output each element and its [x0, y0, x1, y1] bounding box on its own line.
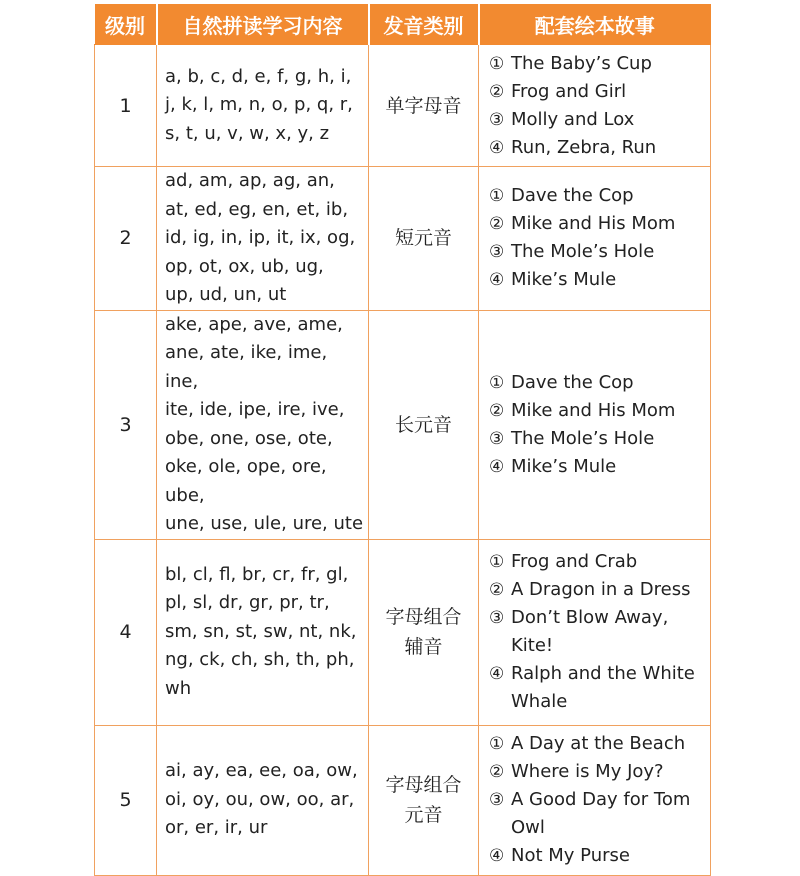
book-number: ④ [489, 664, 505, 684]
book-item [489, 210, 706, 238]
sounds-cell [157, 167, 369, 311]
sound-line: une, use, ule, ure, ute [165, 513, 364, 534]
book-title: Where is My Joy? [511, 761, 664, 782]
sound-line: s, t, u, v, w, x, y, z [165, 122, 330, 144]
sound-line: at, ed, eg, en, et, ib, [165, 198, 349, 220]
books-cell [479, 539, 711, 725]
table-row [95, 310, 711, 539]
book-title: Mike’s Mule [511, 455, 617, 477]
book-number: ③ [489, 242, 505, 263]
sound-line: bl, cl, fl, br, cr, fr, gl, [165, 563, 349, 585]
category-line: 字母组合 [385, 774, 462, 796]
sounds-cell [157, 539, 369, 725]
book-number: ② [489, 400, 505, 421]
sound-line: op, ot, ox, ub, ug, [165, 255, 324, 277]
header-sound-category: 发音类别 [369, 4, 479, 45]
book-title: The Mole’s Hole [511, 427, 655, 449]
category-cell [369, 725, 479, 875]
header-row [95, 4, 711, 45]
book-item [489, 425, 706, 453]
book-item [489, 369, 706, 397]
book-title: The Baby’s Cup [511, 52, 652, 74]
sound-line: j, k, l, m, n, o, p, q, r, [165, 94, 353, 116]
book-item [489, 842, 706, 870]
level-cell: 1 [95, 45, 157, 167]
category-cell [369, 539, 479, 725]
category-cell [369, 45, 479, 167]
book-item [489, 758, 706, 786]
category-line: 辅音 [404, 636, 443, 658]
book-title: Frog and Girl [511, 80, 627, 102]
category-cell [369, 167, 479, 311]
book-number: ③ [489, 790, 505, 810]
category-line: 长元音 [394, 413, 452, 436]
book-item [489, 238, 706, 266]
book-item [489, 106, 706, 134]
book-number: ① [489, 734, 505, 754]
sound-line: ng, ck, ch, sh, th, ph, [165, 649, 355, 671]
category-line: 元音 [404, 804, 443, 826]
sound-line: ane, ate, ike, ime, ine, [165, 342, 328, 392]
sound-line: oi, oy, ou, ow, oo, ar, [165, 788, 355, 810]
book-title: A Dragon in a Dress [511, 579, 691, 600]
book-number: ③ [489, 428, 505, 449]
book-number: ④ [489, 456, 505, 477]
sound-line: wh [165, 677, 192, 699]
book-number: ① [489, 53, 505, 74]
book-title: Dave the Cop [511, 185, 634, 207]
book-item [489, 786, 706, 842]
sound-line: a, b, c, d, e, f, g, h, i, [165, 65, 352, 87]
book-item [489, 548, 706, 576]
book-title: A Day at the Beach [511, 733, 686, 754]
book-title: Run, Zebra, Run [511, 136, 657, 158]
phonics-table-container [94, 4, 710, 876]
book-title: Ralph and the White Whale [511, 663, 695, 712]
category-line: 字母组合 [385, 606, 462, 628]
level-cell: 4 [95, 539, 157, 725]
book-item [489, 453, 706, 481]
book-item [489, 576, 706, 604]
table-row [95, 539, 711, 725]
header-level: 级别 [95, 4, 157, 45]
book-number: ④ [489, 270, 505, 291]
table-row [95, 725, 711, 875]
book-title: The Mole’s Hole [511, 241, 655, 263]
book-title: Mike’s Mule [511, 269, 617, 291]
book-number: ④ [489, 137, 505, 158]
category-cell [369, 310, 479, 539]
book-number: ② [489, 214, 505, 235]
book-item [489, 660, 706, 716]
book-item [489, 266, 706, 294]
book-title: A Good Day for Tom Owl [511, 789, 691, 838]
book-title: Mike and His Mom [511, 213, 676, 235]
book-item [489, 78, 706, 106]
book-number: ① [489, 186, 505, 207]
sound-line: ite, ide, ipe, ire, ive, [165, 399, 345, 420]
book-item [489, 50, 706, 78]
header-phonics-content: 自然拼读学习内容 [157, 4, 369, 45]
sound-line: ai, ay, ea, ee, oa, ow, [165, 760, 358, 782]
book-item [489, 134, 706, 162]
book-title: Frog and Crab [511, 551, 638, 572]
sound-line: id, ig, in, ip, it, ix, og, [165, 227, 356, 248]
book-number: ③ [489, 608, 505, 628]
sound-line: obe, one, ose, ote, [165, 427, 333, 449]
book-number: ② [489, 81, 505, 102]
book-number: ② [489, 762, 505, 782]
sound-line: ake, ape, ave, ame, [165, 313, 343, 335]
books-cell [479, 310, 711, 539]
sound-line: oke, ole, ope, ore, ube, [165, 456, 327, 506]
book-number: ③ [489, 109, 505, 130]
sounds-cell [157, 45, 369, 167]
sound-line: sm, sn, st, sw, nt, nk, [165, 620, 357, 642]
books-cell [479, 45, 711, 167]
book-number: ① [489, 552, 505, 572]
sound-line: pl, sl, dr, gr, pr, tr, [165, 592, 330, 614]
header-picture-books: 配套绘本故事 [479, 4, 711, 45]
sounds-cell [157, 725, 369, 875]
table-row [95, 45, 711, 167]
category-line: 单字母音 [385, 94, 462, 117]
book-number: ② [489, 580, 505, 600]
book-title: Molly and Lox [511, 108, 635, 130]
book-number: ① [489, 372, 505, 393]
book-item [489, 730, 706, 758]
books-cell [479, 725, 711, 875]
level-cell: 5 [95, 725, 157, 875]
table-row [95, 167, 711, 311]
book-title: Don’t Blow Away, Kite! [511, 607, 669, 656]
books-cell [479, 167, 711, 311]
book-title: Mike and His Mom [511, 399, 676, 421]
book-item [489, 604, 706, 660]
book-title: Not My Purse [511, 845, 630, 866]
sounds-cell [157, 310, 369, 539]
sound-line: or, er, ir, ur [165, 817, 268, 839]
book-number: ④ [489, 846, 505, 866]
level-cell: 2 [95, 167, 157, 311]
sound-line: up, ud, un, ut [165, 284, 287, 305]
level-cell: 3 [95, 310, 157, 539]
book-title: Dave the Cop [511, 371, 634, 393]
phonics-table [94, 4, 711, 876]
book-item [489, 182, 706, 210]
category-line: 短元音 [394, 227, 452, 250]
book-item [489, 397, 706, 425]
sound-line: ad, am, ap, ag, an, [165, 170, 335, 191]
